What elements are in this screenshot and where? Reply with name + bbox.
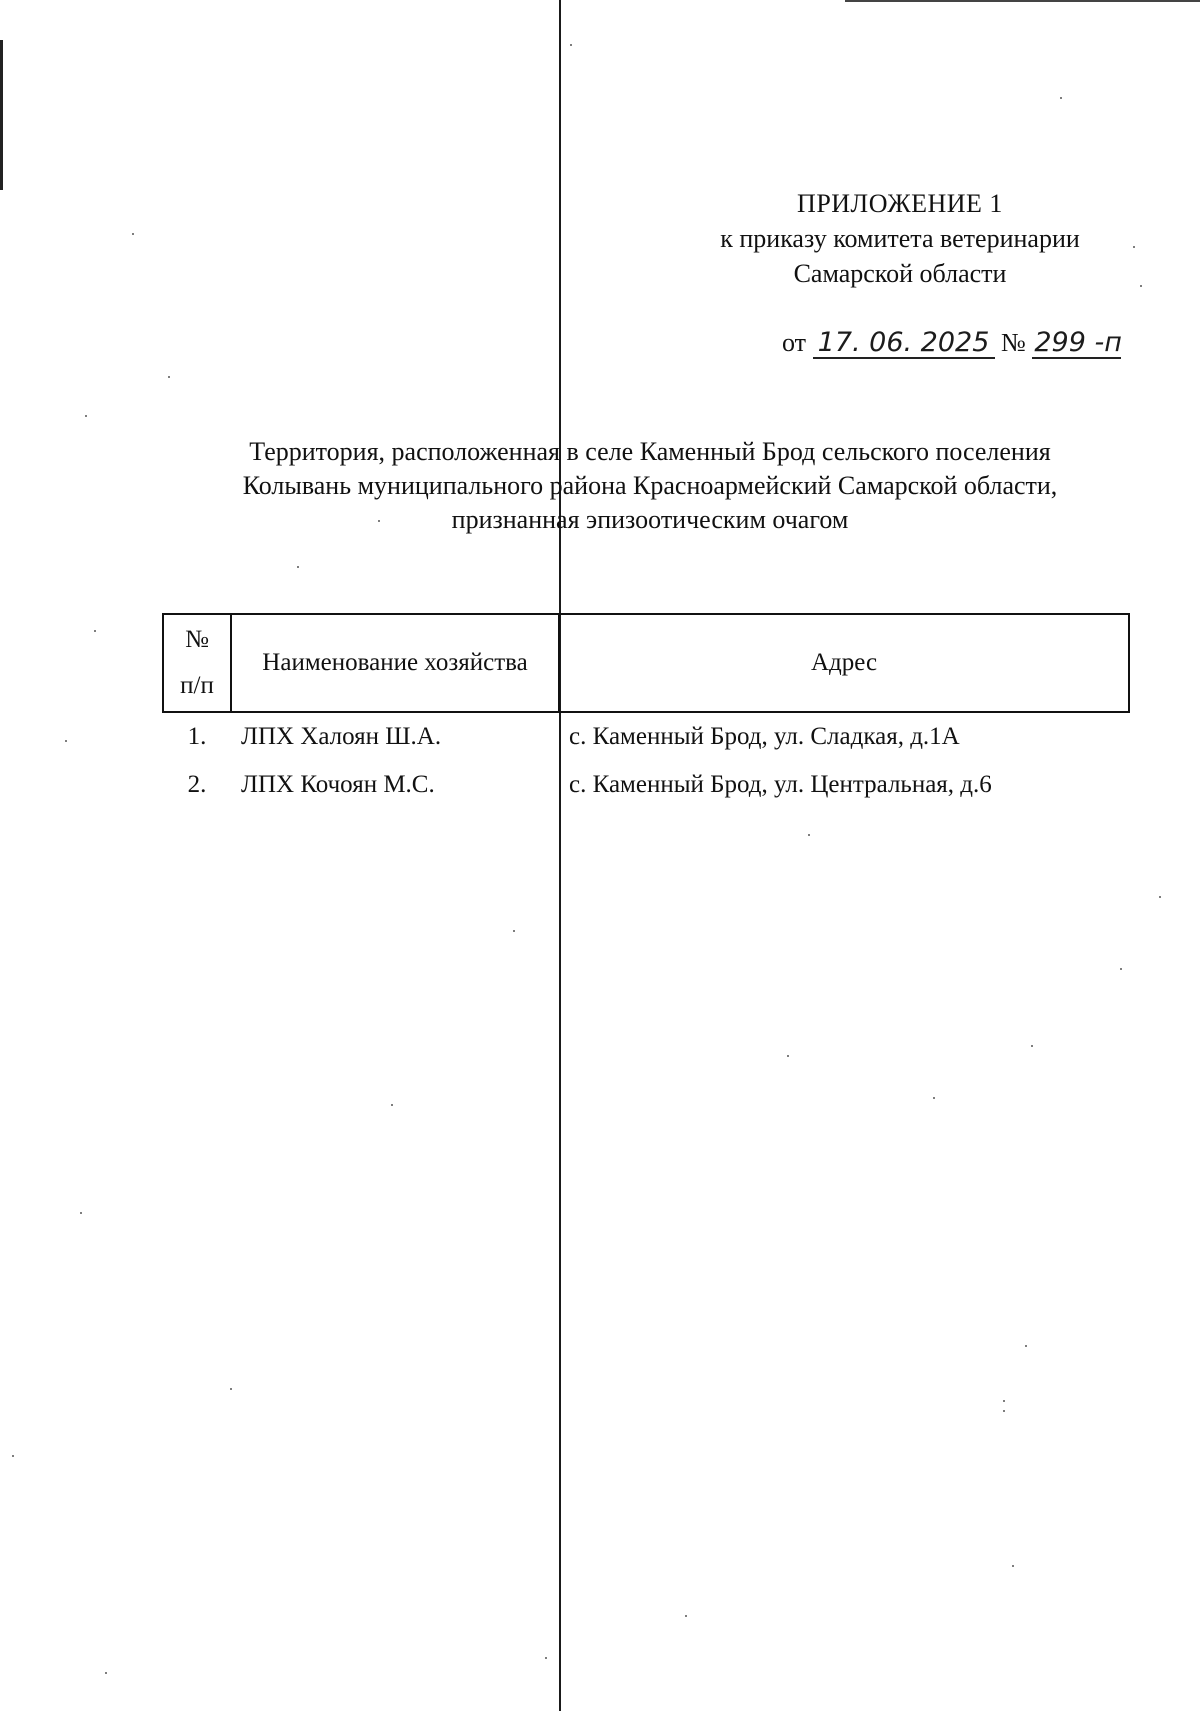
scan-speck (1031, 1045, 1033, 1047)
scan-speck (1133, 246, 1135, 248)
scan-speck (545, 1657, 547, 1659)
document-title-line: Колывань муниципального района Красноармейский Самарской области, (242, 471, 1058, 500)
scan-speck (1012, 1565, 1014, 1567)
farm-name: ЛПХ Халоян Ш.А. (241, 723, 442, 750)
scan-edge-mark-top (845, 0, 1200, 2)
order-date-handwritten: 17. 06. 2025 (813, 329, 995, 359)
scan-speck (297, 566, 299, 568)
scan-speck (132, 233, 134, 235)
appendix-order-reference: к приказу комитета ветеринарии (720, 224, 1080, 253)
scan-speck (230, 1388, 232, 1390)
row-number: 1. (187, 723, 207, 750)
scan-speck (1003, 1400, 1005, 1402)
scan-speck (808, 834, 810, 836)
scan-speck (1025, 1345, 1027, 1347)
scan-speck (94, 630, 96, 632)
scan-speck (168, 376, 170, 378)
scan-speck (1159, 896, 1161, 898)
scan-speck (685, 1615, 687, 1617)
header-address: Адрес (559, 614, 1129, 712)
document-title-line: признанная эпизоотическим очагом (451, 505, 849, 534)
table-row (163, 761, 1129, 809)
scan-speck (1060, 97, 1062, 99)
appendix-region: Самарской области (793, 259, 1007, 288)
scan-speck (85, 415, 87, 417)
scan-edge-mark-left (0, 40, 3, 190)
appendix-title: ПРИЛОЖЕНИЕ 1 (797, 189, 1003, 218)
farms-table (162, 613, 1130, 809)
header-farm-name: Наименование хозяйства (231, 614, 559, 712)
scan-speck (1140, 285, 1142, 287)
document-title-line: Территория, расположенная в селе Каменный Брод сельского поселения (249, 437, 1051, 466)
order-number-label: № (1001, 328, 1026, 357)
scan-speck (513, 930, 515, 932)
scan-speck (105, 1672, 107, 1674)
header-number-abbrev: п/п (180, 672, 214, 699)
scan-speck (80, 1212, 82, 1214)
appendix-heading (680, 186, 1120, 291)
order-date-number (782, 328, 1121, 359)
row-number: 2. (187, 771, 207, 798)
table-header-row (163, 614, 1129, 712)
scan-speck (1003, 1410, 1005, 1412)
scan-speck (787, 1055, 789, 1057)
scan-speck (570, 44, 572, 46)
document-title (150, 435, 1150, 537)
order-number-handwritten: 299 -п (1034, 327, 1122, 358)
farm-address: с. Каменный Брод, ул. Сладкая, д.1А (569, 723, 960, 750)
order-date-prefix: от (782, 328, 807, 357)
table-row (163, 712, 1129, 761)
scan-speck (933, 1097, 935, 1099)
header-number-sign: № (185, 626, 209, 653)
scan-speck (12, 1455, 14, 1457)
header-row-number (163, 614, 231, 712)
scan-speck (65, 740, 67, 742)
farm-address: с. Каменный Брод, ул. Центральная, д.6 (569, 771, 992, 798)
scan-speck (391, 1104, 393, 1106)
scan-speck (1120, 968, 1122, 970)
farm-name: ЛПХ Кочоян М.С. (241, 771, 435, 798)
scan-fold-line (559, 0, 561, 1711)
